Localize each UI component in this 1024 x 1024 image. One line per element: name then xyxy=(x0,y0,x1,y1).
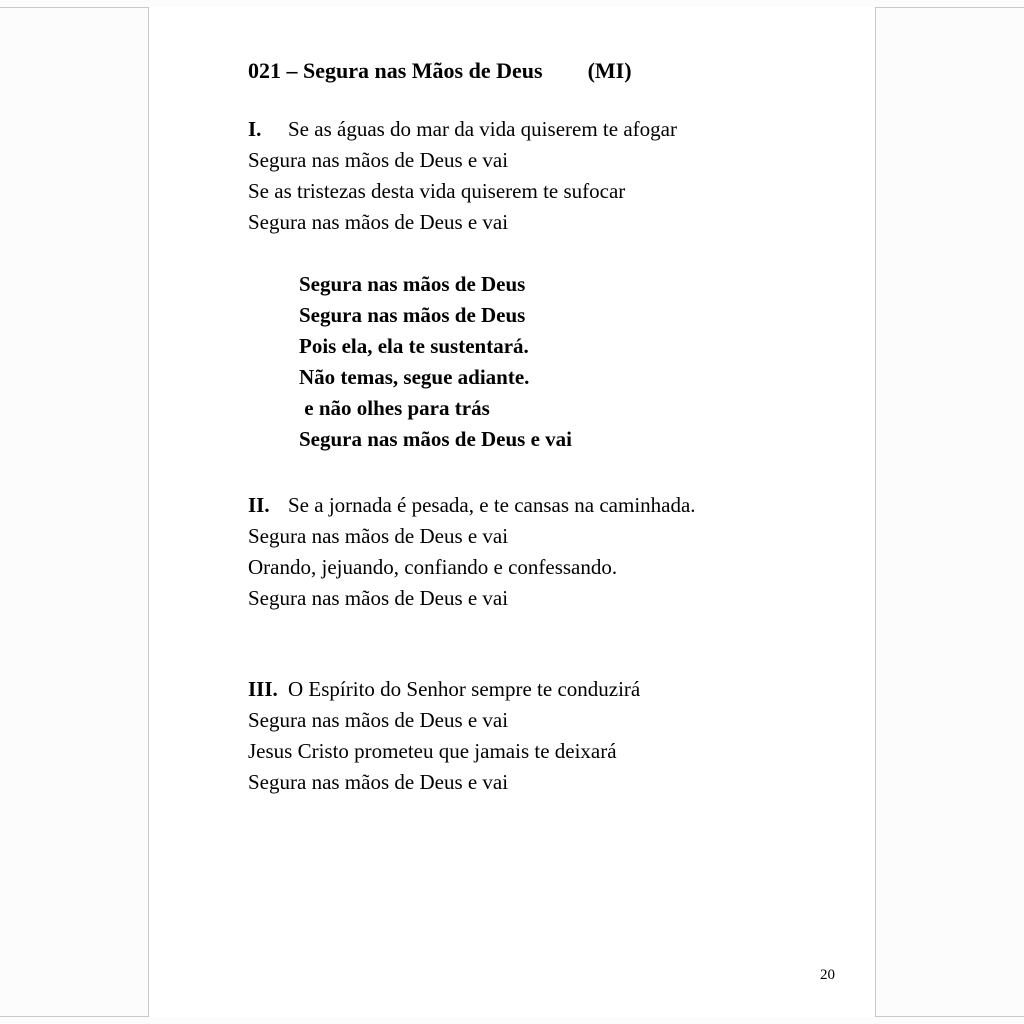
lyric-line: Segura nas mãos de Deus e vai xyxy=(248,586,509,610)
lyric-line: Se as tristezas desta vida quiserem te sufocar xyxy=(248,179,626,203)
chorus-line: Segura nas mãos de Deus e vai xyxy=(299,427,573,451)
verse-3 xyxy=(248,674,835,798)
chorus-line: Segura nas mãos de Deus xyxy=(299,272,526,296)
verse-2 xyxy=(248,490,835,614)
song-title xyxy=(248,55,835,86)
lyric-line: Orando, jejuando, confiando e confessando. xyxy=(248,555,618,579)
lyric-line xyxy=(248,674,835,705)
lyric-line xyxy=(248,114,835,145)
lyric-line: Segura nas mãos de Deus e vai xyxy=(248,148,509,172)
lyric-line xyxy=(248,490,835,521)
lyric-line: Segura nas mãos de Deus e vai xyxy=(248,708,509,732)
chorus-line: Pois ela, ela te sustentará. xyxy=(299,334,529,358)
verse-1 xyxy=(248,114,835,238)
lyric-line: Segura nas mãos de Deus e vai xyxy=(248,524,509,548)
lyric-line: Jesus Cristo prometeu que jamais te deixará xyxy=(248,739,617,763)
song-key: (MI) xyxy=(587,58,632,83)
lyric-line-text: Se a jornada é pesada, e te cansas na caminhada. xyxy=(288,493,696,517)
verse-1-number: I. xyxy=(248,117,262,141)
page-number: 20 xyxy=(820,967,835,983)
verse-2-number: II. xyxy=(248,493,270,517)
document-page xyxy=(148,7,876,1017)
chorus-line: Segura nas mãos de Deus xyxy=(299,303,526,327)
verse-3-number: III. xyxy=(248,677,278,701)
chorus xyxy=(299,269,835,455)
chorus-line: Não temas, segue adiante. xyxy=(299,365,530,389)
chorus-line: e não olhes para trás xyxy=(299,396,490,420)
lyric-line: Segura nas mãos de Deus e vai xyxy=(248,210,509,234)
lyric-line: Segura nas mãos de Deus e vai xyxy=(248,770,509,794)
lyric-line-text: O Espírito do Senhor sempre te conduzirá xyxy=(288,677,641,701)
song-title-text: 021 – Segura nas Mãos de Deus xyxy=(248,58,543,83)
lyric-line-text: Se as águas do mar da vida quiserem te afogar xyxy=(288,117,677,141)
song-content xyxy=(149,7,875,798)
